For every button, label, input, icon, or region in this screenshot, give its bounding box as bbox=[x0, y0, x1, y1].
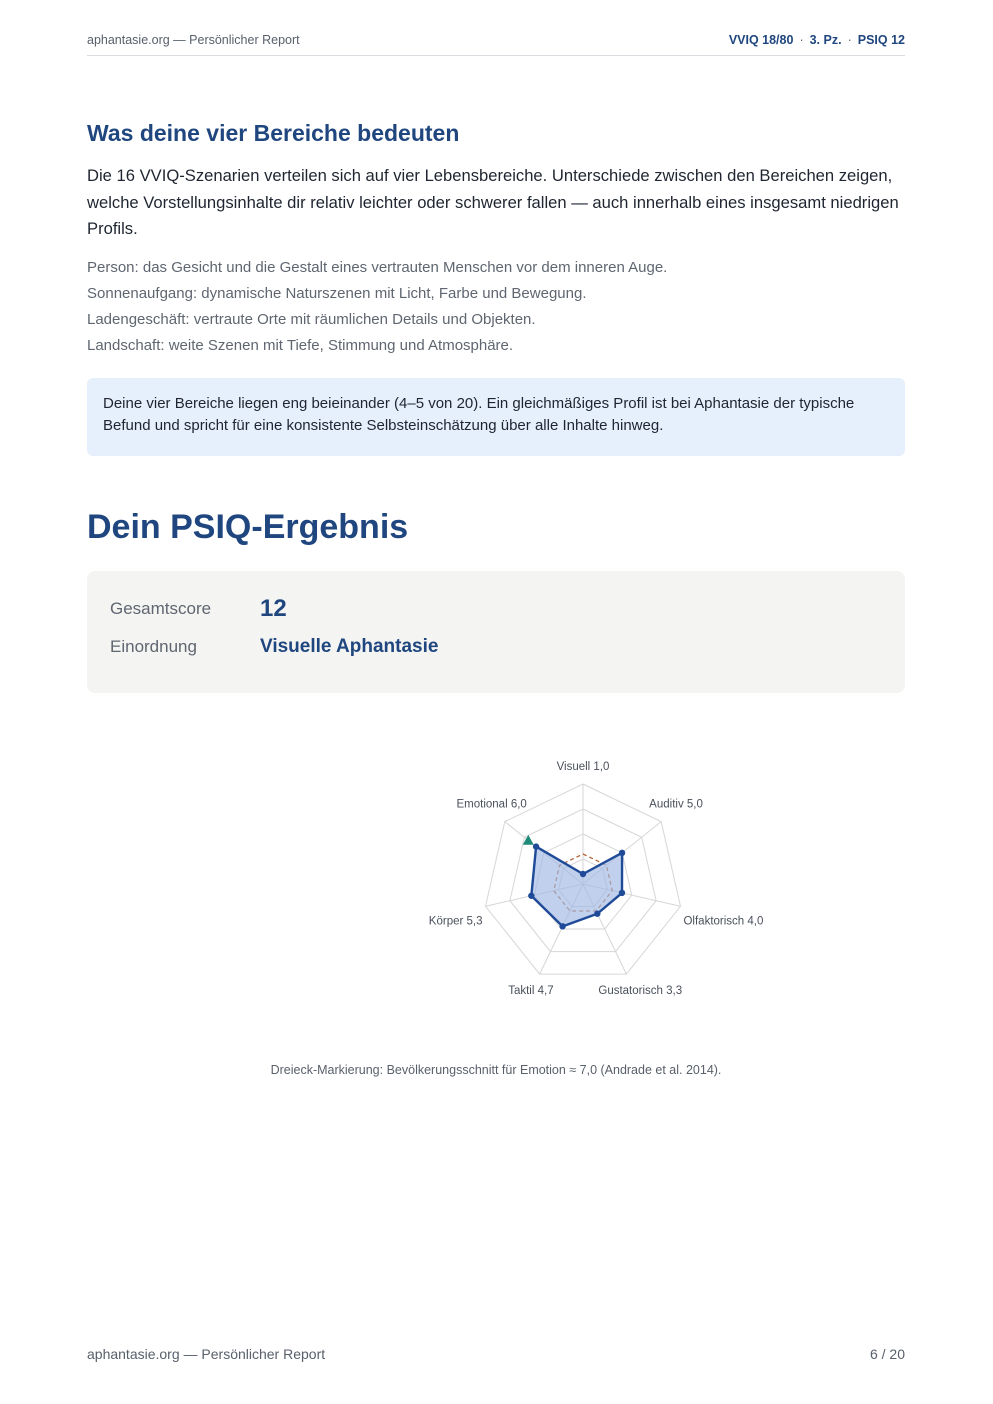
area-item-sonnenaufgang: Sonnenaufgang: dynamische Naturszenen mit Licht, Farbe und Bewegung. bbox=[87, 285, 587, 302]
page-number: 6 / 20 bbox=[869, 1346, 905, 1362]
header-rank: 3. Pz. bbox=[809, 33, 842, 47]
page-header bbox=[87, 31, 905, 56]
area-item-person: Person: das Gesicht und die Gestalt eines vertrauten Menschen vor dem inneren Auge. bbox=[87, 259, 668, 276]
total-score-value: 12 bbox=[260, 595, 287, 622]
radar-caption: Dreieck-Markierung: Bevölkerungsschnitt für Emotion ≈ 7,0 (Andrade et al. 2014). bbox=[270, 1063, 722, 1077]
header-site-title: aphantasie.org — Persönlicher Report bbox=[87, 33, 300, 47]
profile-callout: Deine vier Bereiche liegen eng beieinander (4–5 von 20). Ein gleichmäßiges Profil ist bei Aphantasie der typische Befund und spricht für eine konsistente Selbsteinschätzung über alle Inhalte hinweg. bbox=[87, 378, 905, 456]
header-score-summary: VVIQ 18/80 · 3. Pz. · PSIQ 12 bbox=[728, 33, 905, 47]
header-psiq: PSIQ 12 bbox=[857, 33, 905, 47]
radar-axis-label-taktil: Taktil 4,7 bbox=[508, 985, 554, 998]
area-item-ladengeschaeft: Ladengeschäft: vertraute Orte mit räumlichen Details und Objekten. bbox=[87, 311, 536, 328]
areas-intro: Die 16 VVIQ-Szenarien verteilen sich auf vier Lebensbereiche. Unterschiede zwischen den Bereichen zeigen, welche Vorstellungsinhalte dir relativ leichter oder schwerer fallen — auch innerhalb eines insgesamt niedrigen Profils. bbox=[87, 166, 899, 238]
radar-axis-label-gustatorisch: Gustatorisch 3,3 bbox=[598, 985, 683, 998]
population-marker-triangle bbox=[523, 835, 534, 845]
radar-point-visuell bbox=[580, 871, 586, 877]
area-item-landschaft: Landschaft: weite Szenen mit Tiefe, Stimmung und Atmosphäre. bbox=[87, 337, 514, 354]
header-vviq: VVIQ 18/80 bbox=[728, 33, 794, 47]
psiq-score-box bbox=[87, 571, 905, 693]
psiq-heading: Dein PSIQ-Ergebnis bbox=[87, 508, 409, 546]
radar-point-olfaktorisch bbox=[619, 890, 625, 896]
radar-axis-label-visuell: Visuell 1,0 bbox=[556, 761, 610, 773]
radar-data-area bbox=[531, 847, 622, 927]
radar-axis-label-körper: Körper 5,3 bbox=[428, 915, 483, 928]
radar-point-gustatorisch bbox=[594, 911, 600, 917]
radar-axis-label-emotional: Emotional 6,0 bbox=[456, 798, 527, 811]
footer-site-title: aphantasie.org — Persönlicher Report bbox=[87, 1346, 326, 1362]
areas-heading: Was deine vier Bereiche bedeuten bbox=[87, 120, 460, 146]
classification-label: Einordnung bbox=[110, 637, 197, 656]
classification-value: Visuelle Aphantasie bbox=[260, 636, 439, 657]
radar-point-körper bbox=[528, 893, 534, 899]
areas-list bbox=[87, 255, 905, 359]
radar-axis-label-auditiv: Auditiv 5,0 bbox=[649, 798, 703, 811]
radar-point-taktil bbox=[559, 923, 565, 929]
radar-point-auditiv bbox=[619, 850, 625, 856]
radar-point-emotional bbox=[533, 843, 539, 849]
radar-axis-label-olfaktorisch: Olfaktorisch 4,0 bbox=[683, 915, 764, 928]
total-score-label: Gesamtscore bbox=[110, 599, 212, 618]
psiq-radar-chart bbox=[387, 740, 807, 1040]
